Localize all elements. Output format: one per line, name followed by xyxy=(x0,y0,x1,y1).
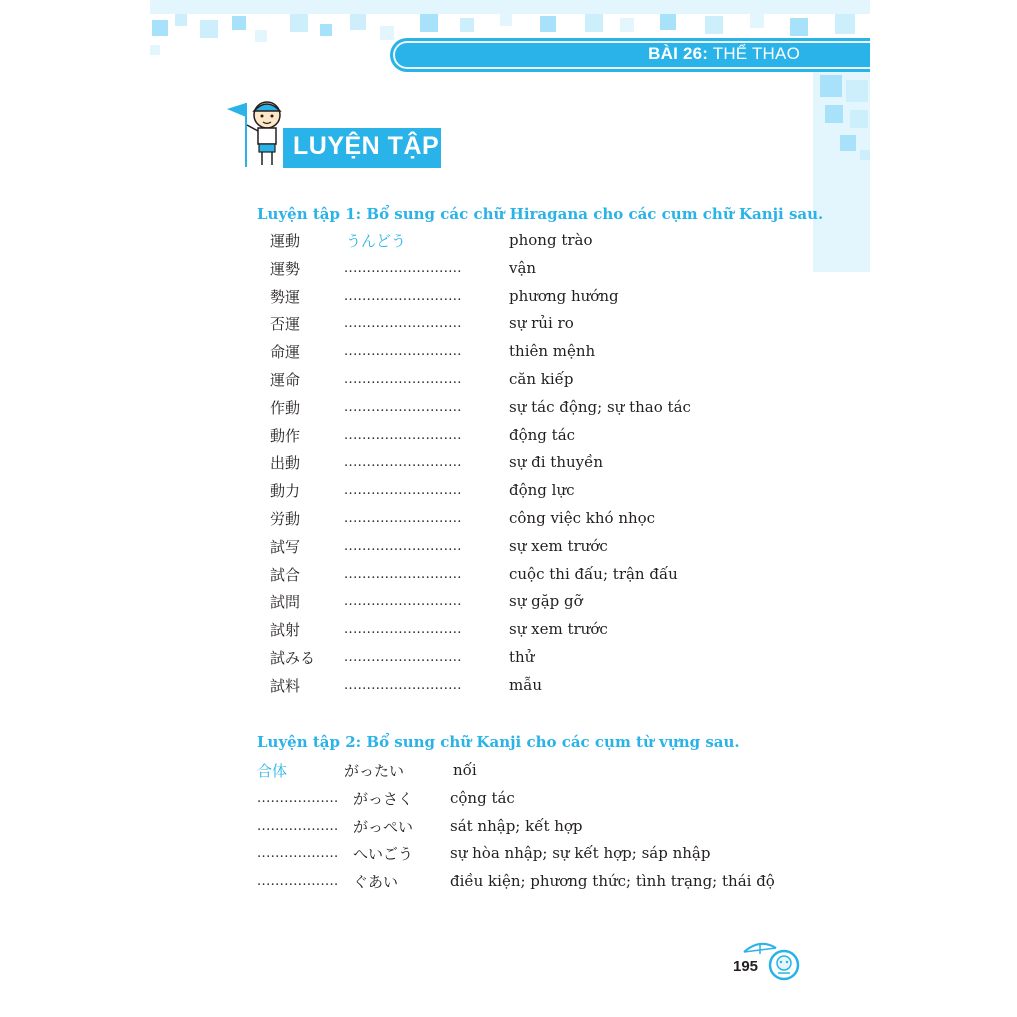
exercise1-title: Luyện tập 1: Bổ sung các chữ Hiragana cho các cụm chữ Kanji sau. xyxy=(257,205,824,223)
practice-banner-title: LUYỆN TẬP xyxy=(293,132,440,160)
exercise2-title: Luyện tập 2: Bổ sung chữ Kanji cho các cụm từ vựng sau. xyxy=(257,733,740,751)
answer-blank[interactable]: .......................... xyxy=(344,511,462,526)
meaning-text: sự tác động; sự thao tác xyxy=(509,397,691,416)
meaning-text: sát nhập; kết hợp xyxy=(450,816,583,835)
meaning-text: sự gặp gỡ xyxy=(509,592,583,611)
kana-reading: ぐあい xyxy=(353,873,399,892)
exercise1-row xyxy=(270,286,750,312)
exercise1-row xyxy=(270,591,750,617)
meaning-text: vận xyxy=(509,258,537,277)
answer-blank[interactable]: .................. xyxy=(257,874,339,890)
kanji-term: 試みる xyxy=(270,649,316,667)
answer-blank[interactable]: .......................... xyxy=(344,288,462,304)
meaning-text: cộng tác xyxy=(450,788,515,807)
meaning-text: căn kiếp xyxy=(509,370,574,388)
kanji-term: 勢運 xyxy=(270,287,301,306)
answer-blank[interactable]: .......................... xyxy=(344,594,462,610)
practice-banner xyxy=(283,128,441,168)
page-number: 195 xyxy=(733,958,759,975)
kanji-term: 運勢 xyxy=(270,259,301,278)
exercise2-row xyxy=(257,760,777,786)
exercise2-row xyxy=(257,816,777,842)
exercise2-row xyxy=(257,788,777,814)
exercise1-row xyxy=(270,564,750,590)
exercise1-row xyxy=(270,508,750,534)
meaning-text: sự đi thuyền xyxy=(509,453,604,472)
kana-reading: がっさく xyxy=(353,789,414,808)
meaning-text: sự hòa nhập; sự kết hợp; sáp nhập xyxy=(450,844,711,863)
answer-blank[interactable]: .......................... xyxy=(344,455,462,471)
kanji-term: 試合 xyxy=(270,565,301,584)
kanji-term: 否運 xyxy=(270,315,301,334)
meaning-text: thiên mệnh xyxy=(509,342,596,361)
exercise1-row xyxy=(270,258,750,284)
kanji-term: 作動 xyxy=(270,398,301,417)
answer-blank[interactable]: .......................... xyxy=(344,372,462,387)
meaning-text: động tác xyxy=(509,425,576,444)
exercise1-row xyxy=(270,480,750,506)
meaning-text: cuộc thi đấu; trận đấu xyxy=(509,564,678,583)
kanji-term: 試写 xyxy=(270,537,301,556)
kanji-answer: 合体 xyxy=(257,762,288,780)
exercise1-row xyxy=(270,341,750,367)
answer-blank[interactable]: .................. xyxy=(257,818,339,834)
meaning-text: nối xyxy=(453,761,477,779)
exercise1-row xyxy=(270,230,750,256)
exercise2-row xyxy=(257,871,777,897)
kanji-term: 出動 xyxy=(270,454,301,473)
answer-blank[interactable]: .......................... xyxy=(344,566,462,582)
kana-reading: がっぺい xyxy=(353,817,414,836)
exercise1-row xyxy=(270,369,750,395)
answer-blank[interactable]: .......................... xyxy=(344,260,462,276)
exercise1-row xyxy=(270,675,750,701)
kanji-term: 試問 xyxy=(270,593,301,612)
kana-reading: がったい xyxy=(344,762,405,780)
answer-blank[interactable]: .......................... xyxy=(344,538,462,554)
daruma-umbrella-icon xyxy=(740,938,802,983)
exercise2-row xyxy=(257,843,777,869)
exercise1-row xyxy=(270,397,750,423)
exercise1-row xyxy=(270,313,750,339)
exercise1-row xyxy=(270,647,750,673)
meaning-text: điều kiện; phương thức; tình trạng; thái độ xyxy=(450,872,775,891)
answer-blank[interactable]: .......................... xyxy=(344,483,462,499)
kanji-term: 運動 xyxy=(270,232,301,250)
meaning-text: phong trào xyxy=(509,231,593,249)
answer-blank[interactable]: .................. xyxy=(257,846,339,862)
meaning-text: động lực xyxy=(509,481,575,500)
answer-blank[interactable]: .......................... xyxy=(344,677,462,693)
exercise1-row xyxy=(270,425,750,451)
hiragana-answer: うんどう xyxy=(346,232,407,250)
meaning-text: sự xem trước xyxy=(509,620,608,639)
kanji-term: 命運 xyxy=(270,343,301,362)
answer-blank[interactable]: .......................... xyxy=(344,316,462,332)
kana-reading: へいごう xyxy=(353,845,414,864)
answer-blank[interactable]: .......................... xyxy=(344,399,462,415)
meaning-text: thử xyxy=(509,648,535,666)
exercise1-row xyxy=(270,536,750,562)
answer-blank[interactable]: .......................... xyxy=(344,344,462,360)
lesson-title: BÀI 26: THỂ THAO xyxy=(648,44,800,63)
answer-blank[interactable]: .................. xyxy=(257,790,339,806)
answer-blank[interactable]: .......................... xyxy=(344,650,462,665)
meaning-text: mẫu xyxy=(509,675,543,694)
kanji-term: 運命 xyxy=(270,371,301,389)
meaning-text: công việc khó nhọc xyxy=(509,509,656,527)
meaning-text: sự xem trước xyxy=(509,536,608,555)
kanji-term: 試料 xyxy=(270,676,301,695)
kanji-term: 労動 xyxy=(270,510,301,528)
meaning-text: phương hướng xyxy=(509,286,619,305)
kanji-term: 試射 xyxy=(270,621,301,640)
exercise1-row xyxy=(270,619,750,645)
answer-blank[interactable]: .......................... xyxy=(344,427,462,443)
meaning-text: sự rủi ro xyxy=(509,314,574,333)
kanji-term: 動作 xyxy=(270,426,301,445)
lesson-header-bar xyxy=(390,38,870,72)
exercise1-row xyxy=(270,452,750,478)
answer-blank[interactable]: .......................... xyxy=(344,622,462,638)
kanji-term: 動力 xyxy=(270,482,301,501)
